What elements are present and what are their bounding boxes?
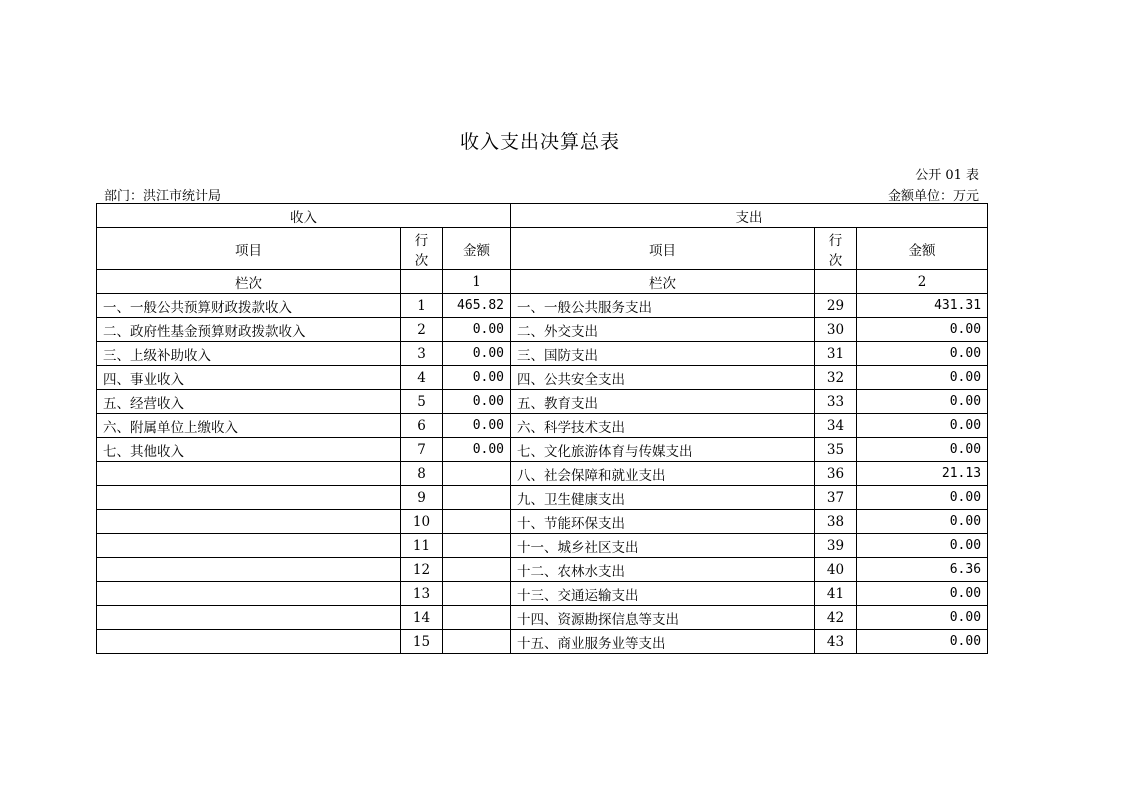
income-column-number: 1: [443, 270, 511, 294]
expense-item-cell: 四、公共安全支出: [511, 366, 815, 390]
income-item-cell: 二、政府性基金预算财政拨款收入: [97, 318, 401, 342]
line-header-bottom: 次: [414, 252, 429, 269]
expense-amount-cell: 0.00: [857, 366, 988, 390]
expense-line-cell: 33: [815, 390, 857, 414]
income-amount-cell: [443, 606, 511, 630]
income-item-cell: 一、一般公共预算财政拨款收入: [97, 294, 401, 318]
expense-amount-cell: 0.00: [857, 318, 988, 342]
income-item-cell: 五、经营收入: [97, 390, 401, 414]
expense-item-cell: 八、社会保障和就业支出: [511, 462, 815, 486]
line-header-top: 行: [828, 232, 843, 249]
income-amount-cell: [443, 486, 511, 510]
expense-line-header: [815, 228, 857, 270]
income-item-cell: 四、事业收入: [97, 366, 401, 390]
table-row: [97, 510, 988, 534]
expense-item-cell: 一、一般公共服务支出: [511, 294, 815, 318]
line-header-top: 行: [414, 232, 429, 249]
income-amount-cell: 0.00: [443, 366, 511, 390]
income-line-cell: 5: [401, 390, 443, 414]
table-row: [97, 366, 988, 390]
expense-column-number: 2: [857, 270, 988, 294]
income-amount-cell: 0.00: [443, 318, 511, 342]
expense-item-cell: 二、外交支出: [511, 318, 815, 342]
income-line-cell: 4: [401, 366, 443, 390]
amount-unit-label: 金额单位：万元: [887, 189, 979, 204]
expense-line-cell: 35: [815, 438, 857, 462]
income-item-cell: [97, 630, 401, 654]
expense-item-cell: 十三、交通运输支出: [511, 582, 815, 606]
income-amount-header: 金额: [443, 228, 511, 270]
expense-item-cell: 十、节能环保支出: [511, 510, 815, 534]
table-row: [97, 630, 988, 654]
expense-amount-cell: 0.00: [857, 582, 988, 606]
income-item-cell: 三、上级补助收入: [97, 342, 401, 366]
income-item-cell: [97, 510, 401, 534]
income-line-cell: 10: [401, 510, 443, 534]
expense-line-cell: 34: [815, 414, 857, 438]
expense-amount-cell: 431.31: [857, 294, 988, 318]
income-amount-cell: [443, 630, 511, 654]
expense-amount-cell: 0.00: [857, 438, 988, 462]
empty-cell: [815, 270, 857, 294]
expense-amount-cell: 0.00: [857, 486, 988, 510]
expense-amount-cell: 0.00: [857, 606, 988, 630]
table-row: [97, 390, 988, 414]
table-row: [97, 414, 988, 438]
income-amount-cell: 0.00: [443, 414, 511, 438]
expense-item-cell: 十五、商业服务业等支出: [511, 630, 815, 654]
expense-amount-cell: 0.00: [857, 630, 988, 654]
income-line-header: [401, 228, 443, 270]
table-row: [97, 534, 988, 558]
expense-line-cell: 31: [815, 342, 857, 366]
income-amount-cell: 0.00: [443, 342, 511, 366]
table-row: [97, 342, 988, 366]
expense-amount-cell: 0.00: [857, 342, 988, 366]
expense-amount-cell: 6.36: [857, 558, 988, 582]
income-amount-cell: 465.82: [443, 294, 511, 318]
budget-summary-table: [96, 203, 988, 654]
page-title: 收入支出决算总表: [459, 131, 620, 153]
expense-item-cell: 三、国防支出: [511, 342, 815, 366]
expense-amount-cell: 0.00: [857, 534, 988, 558]
expense-amount-cell: 0.00: [857, 414, 988, 438]
expense-item-cell: 十四、资源勘探信息等支出: [511, 606, 815, 630]
income-line-cell: 15: [401, 630, 443, 654]
income-item-header: 项目: [97, 228, 401, 270]
income-column-label: 栏次: [97, 270, 401, 294]
income-line-cell: 7: [401, 438, 443, 462]
table-row: [97, 582, 988, 606]
income-line-cell: 6: [401, 414, 443, 438]
income-line-cell: 9: [401, 486, 443, 510]
income-amount-cell: [443, 582, 511, 606]
income-item-cell: [97, 558, 401, 582]
expense-item-cell: 六、科学技术支出: [511, 414, 815, 438]
expense-line-cell: 43: [815, 630, 857, 654]
expense-line-cell: 41: [815, 582, 857, 606]
table-row: [97, 558, 988, 582]
expense-line-cell: 37: [815, 486, 857, 510]
section-header-row: [97, 204, 988, 228]
income-item-cell: 六、附属单位上缴收入: [97, 414, 401, 438]
expense-line-cell: 30: [815, 318, 857, 342]
income-item-cell: [97, 606, 401, 630]
income-amount-cell: [443, 462, 511, 486]
income-line-cell: 8: [401, 462, 443, 486]
expense-amount-header: 金额: [857, 228, 988, 270]
income-section-header: 收入: [97, 204, 511, 228]
income-amount-cell: 0.00: [443, 438, 511, 462]
expense-amount-cell: 0.00: [857, 390, 988, 414]
income-item-cell: [97, 582, 401, 606]
expense-item-cell: 十二、农林水支出: [511, 558, 815, 582]
income-amount-cell: [443, 558, 511, 582]
column-number-row: [97, 270, 988, 294]
expense-column-label: 栏次: [511, 270, 815, 294]
income-line-cell: 13: [401, 582, 443, 606]
expense-line-cell: 42: [815, 606, 857, 630]
income-line-cell: 12: [401, 558, 443, 582]
form-number: 公开 01 表: [915, 168, 979, 183]
income-item-cell: 七、其他收入: [97, 438, 401, 462]
table-row: [97, 462, 988, 486]
expense-line-cell: 32: [815, 366, 857, 390]
table-row: [97, 318, 988, 342]
income-line-cell: 2: [401, 318, 443, 342]
expense-line-cell: 36: [815, 462, 857, 486]
expense-item-header: 项目: [511, 228, 815, 270]
expense-item-cell: 七、文化旅游体育与传媒支出: [511, 438, 815, 462]
income-line-cell: 14: [401, 606, 443, 630]
table-row: [97, 606, 988, 630]
line-header-bottom: 次: [828, 252, 843, 269]
empty-cell: [401, 270, 443, 294]
income-amount-cell: 0.00: [443, 390, 511, 414]
table-row: [97, 486, 988, 510]
income-item-cell: [97, 462, 401, 486]
income-line-cell: 3: [401, 342, 443, 366]
expense-amount-cell: 21.13: [857, 462, 988, 486]
income-amount-cell: [443, 510, 511, 534]
expense-item-cell: 五、教育支出: [511, 390, 815, 414]
expense-line-cell: 38: [815, 510, 857, 534]
expense-line-cell: 40: [815, 558, 857, 582]
expense-line-cell: 39: [815, 534, 857, 558]
income-amount-cell: [443, 534, 511, 558]
income-item-cell: [97, 534, 401, 558]
expense-line-cell: 29: [815, 294, 857, 318]
expense-amount-cell: 0.00: [857, 510, 988, 534]
income-line-cell: 1: [401, 294, 443, 318]
table-row: [97, 294, 988, 318]
column-header-row: [97, 228, 988, 270]
department-label: 部门：洪江市统计局: [104, 189, 222, 204]
income-item-cell: [97, 486, 401, 510]
expense-item-cell: 九、卫生健康支出: [511, 486, 815, 510]
expense-section-header: 支出: [511, 204, 988, 228]
table-row: [97, 438, 988, 462]
income-line-cell: 11: [401, 534, 443, 558]
expense-item-cell: 十一、城乡社区支出: [511, 534, 815, 558]
